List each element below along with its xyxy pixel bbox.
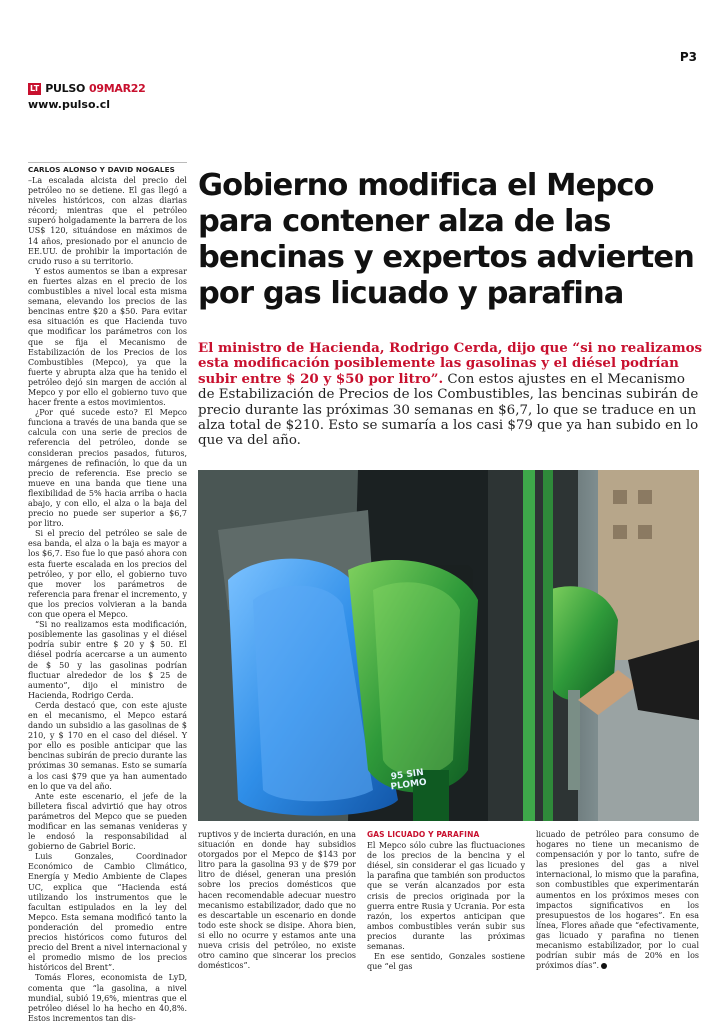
section-subhead: GAS LICUADO Y PARAFINA [367, 830, 480, 839]
paragraph: Si el precio del petróleo se sale de esa banda, el alza o la baja es mayor a los $6,7. Eso fue lo que pasó ahora con esta fuerte escalada en los precios del petróleo, y por ello, el gobierno tuvo que mover los parámetros de referencia para frenar el incremento, y que los precios volvieran a la banda con que opera el Mepco. [28, 529, 187, 620]
paragraph: ruptivos y de incierta duración, en una situación en donde hay subsidios otorgados por el Mepco de $143 por litro para la gasolina 93 y de $79 por litro de diésel, generan una presión sobre los precios domésticos que hacen recomendable adecuar nuestro mecanismo estabilizador, dado que no es descartable un escenario en donde todo este shock se disipe. Ahora bien, si ello no ocurre y estamos ante una nueva crisis del petróleo, no existe otro camino que sincerar los precios domésticos”. [198, 830, 356, 971]
paragraph [536, 830, 699, 971]
article-column-3 [367, 830, 525, 972]
page-number: P3 [679, 50, 697, 64]
article-column-4 [536, 830, 699, 971]
byline: CARLOS ALONSO Y DAVID NOGALES [28, 165, 175, 174]
paragraph: En ese sentido, Gonzales sostiene que “el gas [367, 952, 525, 972]
masthead [28, 82, 145, 95]
paragraph: Y estos aumentos se iban a expresar en fuertes alzas en el precio de los combustibles a nivel local esta misma semana, elevando los precios de las bencinas entre $20 a $50. Para evitar esa situación es que Hacienda tuvo que modificar los parámetros con los que se fija el Mecanismo de Estabilización de los Precios de los Combustibles (Mepco), ya que la fuerte y abrupta alza que ha tenido el petróleo dejó sin margen de acción al Mepco y por ello el gobierno tuvo que hacer frente a estos movimientos. [28, 266, 187, 408]
fuel-pump-photo [198, 470, 699, 821]
paragraph: ¿Por qué sucede esto? El Mepco funciona a través de una banda que se calcula con una serie de precios de referencia del petróleo, donde se consideran precios pasados, futuros, márgenes de refinación, lo que da un precio de referencia. Ese precio se mueve en una banda que tiene una flexibilidad de 5% hacia arriba o hacia abajo, y con ello, el alza o la baja del precio no puede ser superior a $6,7 por litro. [28, 408, 187, 529]
paragraph: Cerda destacó que, con este ajuste en el mecanismo, el Mepco estará dando un subsidio a las gasolinas de $ 210, y $ 170 en el caso del diésel. Y por ello es posible anticipar que las bencinas subirán de precio durante las próximas 30 semanas. Esto se sumaría a los casi $79 que ya han aumentado en lo que va del año. [28, 700, 187, 791]
headline: Gobierno modifica el Mepco para contener alza de las bencinas y expertos advierten por gas licuado y parafina [198, 168, 694, 311]
byline-divider [28, 162, 187, 163]
paragraph: –La escalada alcista del precio del petróleo no se detiene. El gas llegó a niveles históricos, con alzas diarias récord; mientras que el petróleo superó holgadamente la barrera de los US$ 120, situándose en máximos de 14 años, presionado por el anuncio de EE.UU. de prohibir la importación de crudo ruso a su territorio. [28, 176, 187, 266]
end-of-article-icon [601, 963, 607, 969]
lt-logo: LT [30, 83, 40, 93]
website-link[interactable]: www.pulso.cl [28, 98, 111, 111]
lead-kicker: El ministro de Hacienda, Rodrigo Cerda, dijo que “si no realizamos esta modificación posiblemente las gasolinas y el diésel podrían subir entre $ 20 y $50 por litro”. [198, 340, 703, 387]
paragraph: El Mepco sólo cubre las fluctuaciones de los precios de la bencina y el diésel, sin considerar el gas licuado y la parafina que también son productos que se verán alcanzados por esta crisis de precios originada por la guerra entre Rusia y Ucrania. Por esta razón, los expertos anticipan que ambos combustibles verán subir sus precios durante las próximas semanas. [367, 841, 525, 952]
paragraph: Ante este escenario, el jefe de la billetera fiscal advirtió que hay otros parámetros del Mepco que se pueden modificar en las semanas venideras y le endosó la responsabilidad al gobierno de Gabriel Boric. [28, 791, 187, 852]
paragraph: “Si no realizamos esta modificación, posiblemente las gasolinas y el diésel podría subir entre $ 20 y $ 50. El diésel podría acercarse a un aumento de $ 50 y las gasolinas podrían fluctuar alrededor de los $ 25 de aumento”, dijo el ministro de Hacienda, Rodrigo Cerda. [28, 620, 187, 700]
issue-date: 09MAR22 [89, 82, 146, 95]
article-column-2 [198, 830, 356, 971]
paragraph: Luis Gonzales, Coordinador Económico de Cambio Climático, Energía y Medio Ambiente de Clapes UC, explica que “Hacienda está utilizando los instrumentos que le facultan estipulados en la ley del Mepco. Esta semana modificó tanto la ponderación del promedio entre precios históricos como futuros del precio del Brent a nivel internacional y el promedio mismo de los precios históricos del Brent”. [28, 852, 187, 973]
lead-text: Con estos ajustes en el Mecanismo de Estabilización de Precios de los Combustibles, las bencinas subirán de precio durante las próximas 30 semanas en $6,7, lo que se traduce en un alza total de $210. Esto se sumaría a los casi $79 que ya han subido en lo que va del año. [198, 371, 699, 449]
lead-paragraph [198, 341, 703, 449]
section-name: PULSO [45, 82, 86, 95]
paragraph: Tomás Flores, economista de LyD, comenta que “la gasolina, a nivel mundial, subió 19,6%, mientras que el petróleo diésel lo ha hecho en 40,8%. Estos incrementos tan dis- [28, 973, 187, 1023]
pump-label: 95 SIN PLOMO [390, 767, 428, 793]
article-column-1 [28, 176, 187, 1024]
paragraph-text: licuado de petróleo para consumo de hogares no tiene un mecanismo de compensación y por lo tanto, sufre de las presiones del gas a nivel internacional, lo mismo que la parafina, son combustibles que experimentarán aumentos en los próximos meses con impactos significativos en los presupuestos de los hogares”. En esa línea, Flores añade que “efectivamente, gas licuado y parafina no tienen mecanismo estabilizador, por lo cual podrían subir más de 20% en los próximos días”. [536, 830, 699, 971]
